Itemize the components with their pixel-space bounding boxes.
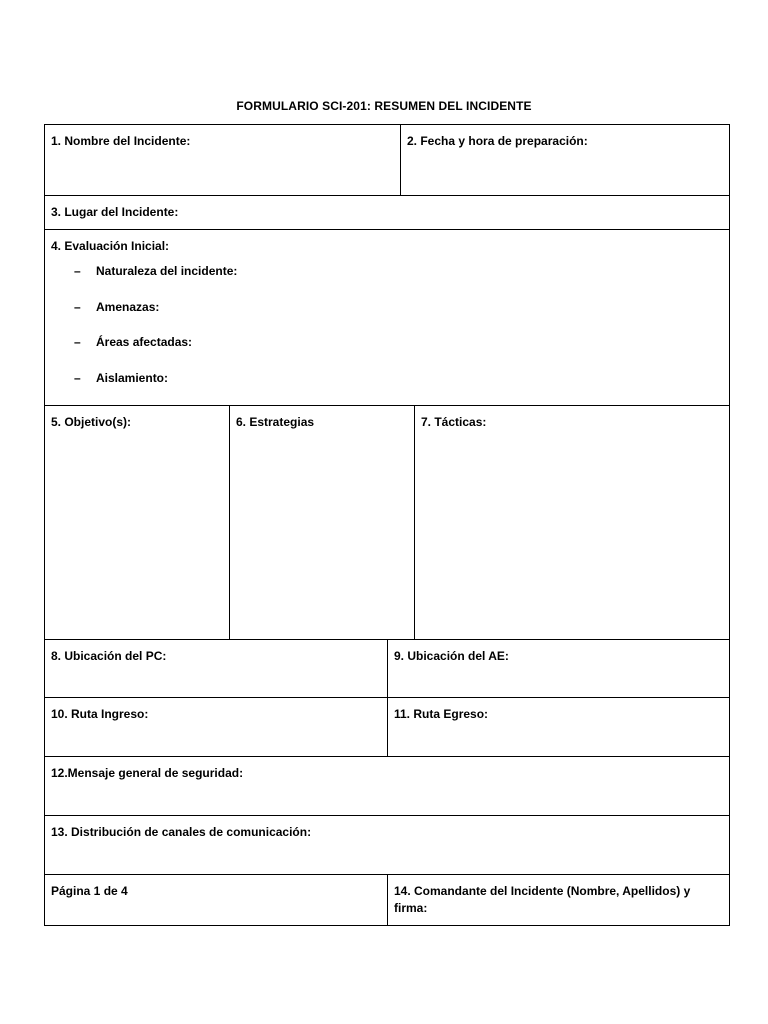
field-label: 5. Objetivo(s): [51,415,132,429]
field-label: 1. Nombre del Incidente: [51,134,191,148]
dash-bullet: – [74,300,81,314]
field-objectives[interactable] [44,405,230,640]
field-prep-datetime[interactable] [400,124,730,196]
field-label: 10. Ruta Ingreso: [51,707,149,721]
list-item [74,370,168,387]
list-item [74,299,159,316]
dash-bullet: – [74,335,81,349]
field-commander-signature[interactable] [387,874,730,926]
field-label: 8. Ubicación del PC: [51,649,167,663]
list-item [74,334,192,351]
list-item-label: Aislamiento: [96,371,169,385]
field-label: 6. Estrategias [236,415,315,429]
field-label: 3. Lugar del Incidente: [51,205,179,219]
field-incident-name[interactable] [44,124,401,196]
field-ae-location[interactable] [387,639,730,698]
field-entry-route[interactable] [44,697,388,757]
list-item-label: Amenazas: [96,300,160,314]
field-pc-location[interactable] [44,639,388,698]
page-number-cell [44,874,388,926]
field-label: 11. Ruta Egreso: [394,707,489,721]
field-tactics[interactable] [414,405,730,640]
field-safety-message[interactable] [44,756,730,816]
field-incident-location[interactable] [44,195,730,230]
field-label: 9. Ubicación del AE: [394,649,509,663]
form-title: FORMULARIO SCI-201: RESUMEN DEL INCIDENTE [236,99,532,113]
field-label: 13. Distribución de canales de comunicación: [51,825,312,839]
field-label: 4. Evaluación Inicial: [51,239,170,253]
field-strategies[interactable] [229,405,415,640]
list-item-label: Áreas afectadas: [96,335,193,349]
page-number: Página 1 de 4 [51,884,128,898]
field-initial-evaluation[interactable] [44,229,730,406]
field-label: 12.Mensaje general de seguridad: [51,766,244,780]
list-item [74,263,237,280]
list-item-label: Naturaleza del incidente: [96,264,238,278]
dash-bullet: – [74,264,81,278]
field-label: 7. Tácticas: [421,415,487,429]
field-label: 14. Comandante del Incidente (Nombre, Apellidos) y firma: [394,884,691,915]
field-label: 2. Fecha y hora de preparación: [407,134,588,148]
dash-bullet: – [74,371,81,385]
field-exit-route[interactable] [387,697,730,757]
field-comm-channels[interactable] [44,815,730,875]
